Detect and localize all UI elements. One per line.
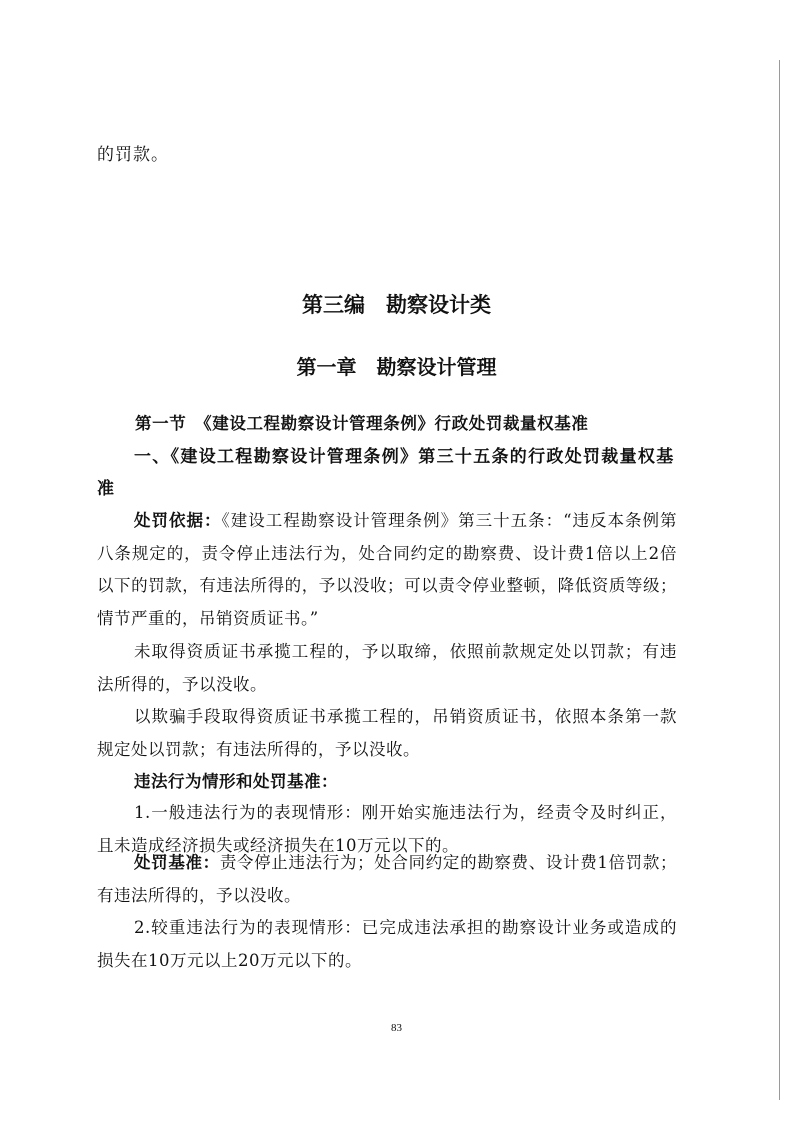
standard-1-text: 责令停止违法行为；处合同约定的勘察费、设计费1倍罚款；有违法所得的，予以没收。 xyxy=(97,853,678,905)
standard-1-label: 处罚基准： xyxy=(134,853,220,872)
situations-label-line xyxy=(97,766,677,799)
basis-paragraph xyxy=(97,505,677,635)
standard-1 xyxy=(97,847,677,912)
part-heading: 第三编 勘察设计类 xyxy=(302,293,491,317)
item-heading: 一、《建设工程勘察设计管理条例》第三十五条的行政处罚裁量权基准 xyxy=(97,447,675,499)
basis-label: 处罚依据： xyxy=(134,511,222,530)
situations-label: 违法行为情形和处罚基准： xyxy=(134,772,338,791)
scan-edge-line xyxy=(779,60,780,1100)
case-2: 2.较重违法行为的表现情形：已完成违法承担的勘察设计业务或造成的损失在10万元以上20万元以下的。 xyxy=(97,918,677,970)
paragraph-3: 以欺骗手段取得资质证书承揽工程的，吊销资质证书，依照本条第一款规定处以罚款；有违法所得的，予以没收。 xyxy=(97,707,677,759)
basis-text: 《建设工程勘察设计管理条例》第三十五条：“违反本条例第八条规定的，责令停止违法行为，处合同约定的勘察费、设计费1倍以上2倍以下的罚款，有违法所得的，予以没收；可以责令停业整顿，降低资质等级；情节严重的，吊销资质证书。” xyxy=(97,511,678,628)
page-number: 83 xyxy=(391,1022,402,1034)
carryover-text: 的罚款。 xyxy=(97,145,169,165)
chapter-heading: 第一章 勘察设计管理 xyxy=(296,355,497,379)
paragraph-2: 未取得资质证书承揽工程的，予以取缔，依照前款规定处以罚款；有违法所得的，予以没收。 xyxy=(97,642,677,694)
case-1: 1.一般违法行为的表现情形：刚开始实施违法行为，经责令及时纠正，且未造成经济损失或经济损失在10万元以下的。 xyxy=(97,803,677,855)
section-heading: 第一节 《建设工程勘察设计管理条例》行政处罚裁量权基准 xyxy=(135,414,589,433)
